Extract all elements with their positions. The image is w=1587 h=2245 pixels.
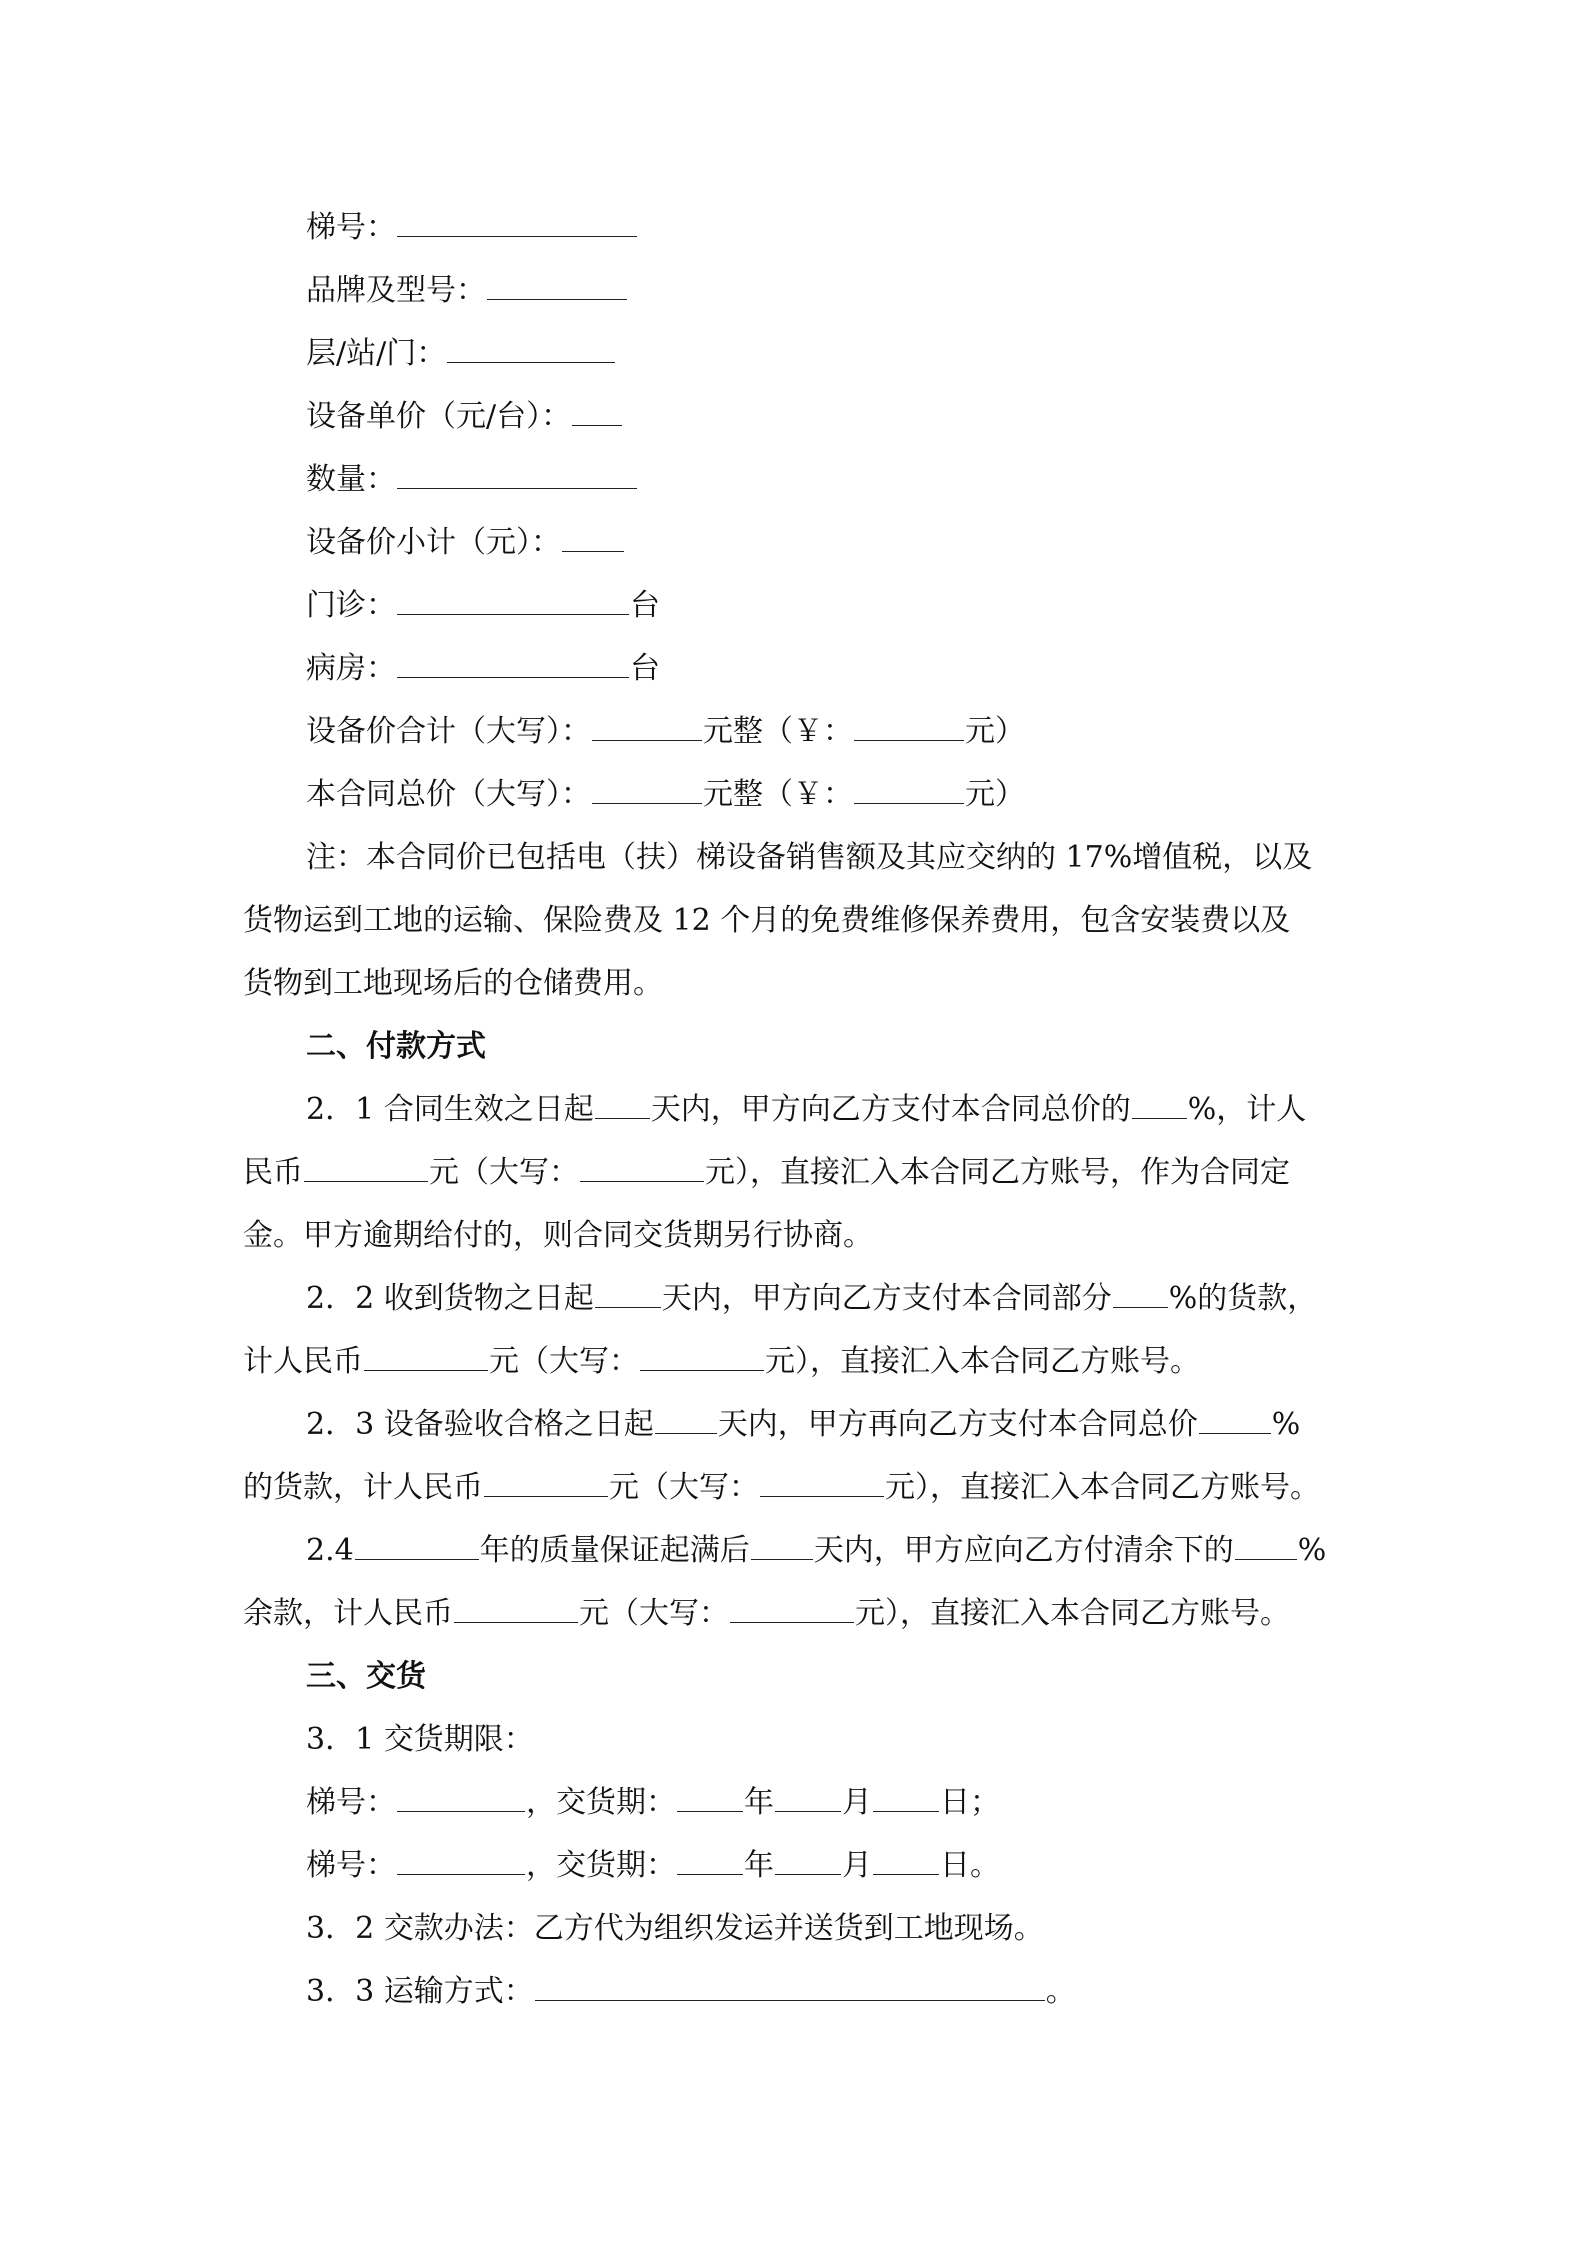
equipment-total-line — [243, 700, 1363, 763]
equipment-total-label: 设备价合计（大写）： — [306, 714, 591, 749]
elevator-no-label: 梯号： — [306, 210, 396, 245]
clause-2-3-text-d: 的货款，计人民币 — [243, 1470, 483, 1505]
outpatient-line — [243, 574, 1363, 637]
clause-2-2-text-c: %的货款， — [1168, 1281, 1318, 1316]
quantity-field[interactable] — [397, 461, 637, 489]
delivery-row-2-elevator-field[interactable] — [397, 1847, 525, 1875]
clause-2-1-text-f: 元），直接汇入本合同乙方账号，作为合同定 — [705, 1155, 1290, 1190]
outpatient-field[interactable] — [397, 587, 629, 615]
delivery-row-1-label: 梯号： — [306, 1785, 396, 1820]
clause-2-1-text-a: 2．1 合同生效之日起 — [306, 1092, 594, 1127]
clause-2-4-text-c: 天内，甲方应向乙方付清余下的 — [813, 1533, 1234, 1568]
clause-2-3-percent-field[interactable] — [1199, 1406, 1271, 1434]
delivery-row-2-month-field[interactable] — [775, 1847, 841, 1875]
elevator-no-field[interactable] — [397, 209, 637, 237]
clause-2-1-percent-field[interactable] — [1132, 1091, 1187, 1119]
clause-2-4-line-1 — [243, 1519, 1363, 1582]
delivery-row-1 — [243, 1771, 1363, 1834]
delivery-heading: 三、交货 — [306, 1659, 426, 1694]
brand-model-field[interactable] — [487, 272, 627, 300]
clause-2-1-text-b: 天内，甲方向乙方支付本合同总价的 — [650, 1092, 1131, 1127]
delivery-row-1-elevator-field[interactable] — [397, 1784, 525, 1812]
unit-price-line — [243, 385, 1363, 448]
clause-2-2-text-a: 2．2 收到货物之日起 — [306, 1281, 594, 1316]
subtotal-label: 设备价小计（元）： — [306, 525, 561, 560]
clause-3-3-end: 。 — [1045, 1974, 1076, 2009]
floor-station-door-label: 层/站/门： — [306, 336, 447, 371]
clause-2-1-text-d: 民币 — [243, 1155, 303, 1190]
quantity-line — [243, 448, 1363, 511]
brand-model-label: 品牌及型号： — [306, 273, 486, 308]
clause-2-2-line-1 — [243, 1267, 1363, 1330]
clause-2-3-text-e: 元（大写： — [609, 1470, 759, 1505]
delivery-row-1-day: 日； — [940, 1785, 1000, 1820]
clause-3-3-label: 3．3 运输方式： — [306, 1974, 534, 2009]
clause-2-2-text-b: 天内，甲方向乙方支付本合同部分 — [661, 1281, 1112, 1316]
clause-2-4-line-2 — [243, 1582, 1363, 1645]
ward-field[interactable] — [397, 650, 629, 678]
outpatient-label: 门诊： — [306, 588, 396, 623]
clause-2-2-text-d: 计人民币 — [243, 1344, 363, 1379]
clause-3-3 — [243, 1960, 1363, 2023]
document-body — [243, 196, 1363, 2023]
contract-total-words-field[interactable] — [592, 776, 702, 804]
equipment-total-end: 元） — [965, 714, 1025, 749]
outpatient-unit: 台 — [630, 588, 660, 623]
contract-total-number-field[interactable] — [854, 776, 964, 804]
clause-2-3-amount-field[interactable] — [484, 1469, 608, 1497]
clause-2-2-text-e: 元（大写： — [489, 1344, 639, 1379]
delivery-row-2-date-label: ，交货期： — [526, 1848, 676, 1883]
clause-2-2-line-2 — [243, 1330, 1363, 1393]
contract-total-label: 本合同总价（大写）： — [306, 777, 591, 812]
contract-total-mid: 元整（￥： — [703, 777, 853, 812]
clause-2-4-text-b: 年的质量保证起满后 — [479, 1533, 750, 1568]
clause-2-3-text-c: % — [1271, 1407, 1301, 1442]
clause-2-3-line-2 — [243, 1456, 1363, 1519]
floor-station-door-line — [243, 322, 1363, 385]
delivery-row-1-month-field[interactable] — [775, 1784, 841, 1812]
clause-2-3-amount-words-field[interactable] — [760, 1469, 884, 1497]
clause-2-1-line-1 — [243, 1078, 1363, 1141]
ward-line — [243, 637, 1363, 700]
subtotal-field[interactable] — [562, 524, 624, 552]
ward-label: 病房： — [306, 651, 396, 686]
brand-model-line — [243, 259, 1363, 322]
clause-2-3-text-b: 天内，甲方再向乙方支付本合同总价 — [717, 1407, 1198, 1442]
clause-2-4-amount-words-field[interactable] — [730, 1595, 854, 1623]
clause-2-1-amount-field[interactable] — [304, 1154, 428, 1182]
equipment-total-words-field[interactable] — [592, 713, 702, 741]
contract-total-end: 元） — [965, 777, 1025, 812]
clause-2-3-text-f: 元），直接汇入本合同乙方账号。 — [885, 1470, 1320, 1505]
clause-2-4-amount-field[interactable] — [454, 1595, 578, 1623]
delivery-row-2-year-field[interactable] — [677, 1847, 743, 1875]
payment-heading: 二、付款方式 — [306, 1029, 486, 1064]
clause-2-2-percent-field[interactable] — [1113, 1280, 1168, 1308]
clause-2-3-text-a: 2．3 设备验收合格之日起 — [306, 1407, 654, 1442]
unit-price-label: 设备单价（元/台）： — [306, 399, 572, 434]
clause-2-3-line-1 — [243, 1393, 1363, 1456]
clause-2-4-text-g: 元），直接汇入本合同乙方账号。 — [855, 1596, 1290, 1631]
subtotal-line — [243, 511, 1363, 574]
floor-station-door-field[interactable] — [447, 335, 615, 363]
equipment-total-mid: 元整（￥： — [703, 714, 853, 749]
delivery-row-1-day-field[interactable] — [873, 1784, 939, 1812]
clause-2-2-amount-words-field[interactable] — [640, 1343, 764, 1371]
clause-2-1-text-e: 元（大写： — [429, 1155, 579, 1190]
delivery-row-2-month: 月 — [842, 1848, 872, 1883]
delivery-row-1-month: 月 — [842, 1785, 872, 1820]
delivery-row-1-date-label: ，交货期： — [526, 1785, 676, 1820]
contract-total-line — [243, 763, 1363, 826]
unit-price-field[interactable] — [572, 398, 622, 426]
clause-2-4-years-field[interactable] — [355, 1532, 479, 1560]
transport-method-field[interactable] — [535, 1973, 1045, 2001]
clause-2-1-text-c: %，计人 — [1187, 1092, 1307, 1127]
clause-2-4-days-field[interactable] — [751, 1532, 813, 1560]
clause-2-1-days-field[interactable] — [595, 1091, 650, 1119]
quantity-label: 数量： — [306, 462, 396, 497]
delivery-row-2-day: 日。 — [940, 1848, 1000, 1883]
delivery-row-2-year: 年 — [744, 1848, 774, 1883]
clause-3-2: 3．2 交款办法：乙方代为组织发运并送货到工地现场。 — [306, 1911, 1044, 1946]
delivery-row-2 — [243, 1834, 1363, 1897]
clause-2-3-days-field[interactable] — [655, 1406, 717, 1434]
elevator-no-line — [243, 196, 1363, 259]
clause-2-4-text-f: 元（大写： — [579, 1596, 729, 1631]
clause-2-4-text-d: % — [1297, 1533, 1327, 1568]
clause-2-1-line-3: 金。甲方逾期给付的，则合同交货期另行协商。 — [243, 1218, 873, 1253]
clause-2-4-text-e: 余款，计人民币 — [243, 1596, 453, 1631]
clause-3-1: 3．1 交货期限： — [306, 1722, 534, 1757]
delivery-row-2-label: 梯号： — [306, 1848, 396, 1883]
clause-2-1-amount-words-field[interactable] — [580, 1154, 704, 1182]
delivery-row-1-year: 年 — [744, 1785, 774, 1820]
note-line-1: 注：本合同价已包括电（扶）梯设备销售额及其应交纳的 17%增值税，以及 — [306, 840, 1313, 875]
delivery-row-2-day-field[interactable] — [873, 1847, 939, 1875]
ward-unit: 台 — [630, 651, 660, 686]
clause-2-2-days-field[interactable] — [595, 1280, 661, 1308]
clause-2-1-line-2 — [243, 1141, 1363, 1204]
clause-2-4-text-a: 2.4 — [306, 1533, 354, 1568]
clause-2-4-percent-field[interactable] — [1235, 1532, 1297, 1560]
clause-2-2-amount-field[interactable] — [364, 1343, 488, 1371]
clause-2-2-text-f: 元），直接汇入本合同乙方账号。 — [765, 1344, 1200, 1379]
delivery-row-1-year-field[interactable] — [677, 1784, 743, 1812]
note-line-2: 货物运到工地的运输、保险费及 12 个月的免费维修保养费用，包含安装费以及 — [243, 903, 1291, 938]
note-line-3: 货物到工地现场后的仓储费用。 — [243, 966, 663, 1001]
equipment-total-number-field[interactable] — [854, 713, 964, 741]
